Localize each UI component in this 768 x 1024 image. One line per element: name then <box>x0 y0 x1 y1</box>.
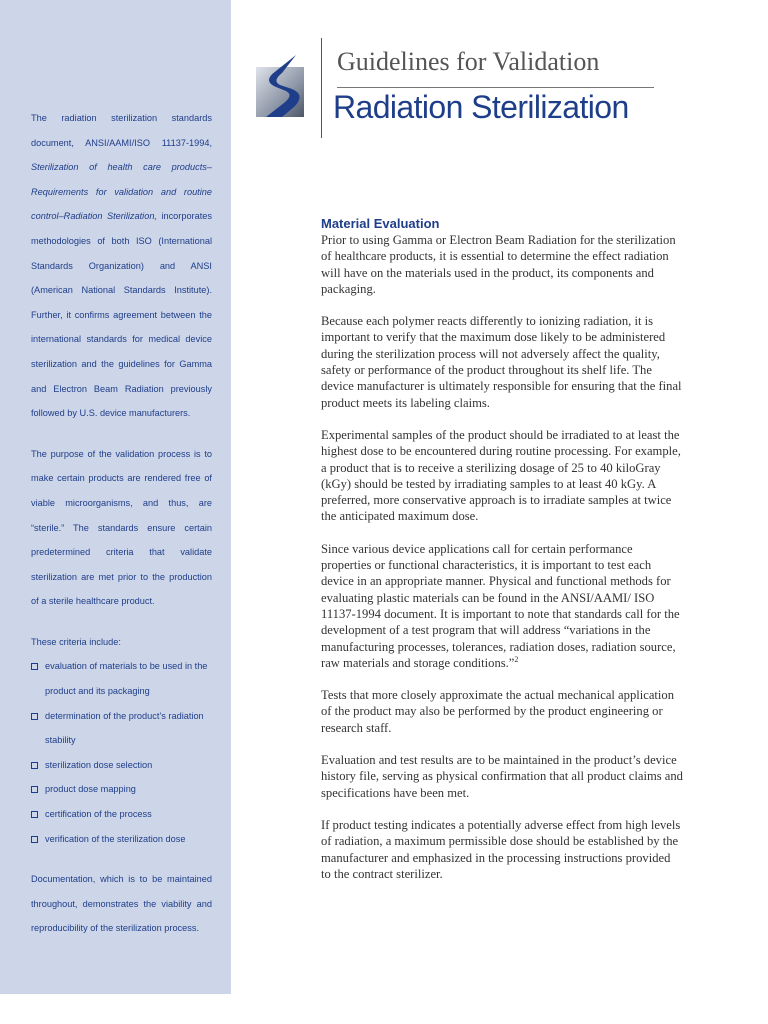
checkbox-square-icon <box>31 663 38 670</box>
list-item: product dose mapping <box>31 777 212 802</box>
criteria-list <box>31 654 212 851</box>
header-subtitle: Guidelines for Validation <box>337 47 600 76</box>
sidebar <box>0 0 231 994</box>
paragraph: Experimental samples of the product should be irradiated to at least the highest dose to be encountered during routine processing. For example, a product that is to receive a sterilizing dosage of 25 to 40 kiloGray (kGy) should be tested by irradiating samples to at least 40 kGy. A preferred, more conservative approach is to irradiate samples at twice the anticipated maximum dose. <box>321 427 681 524</box>
list-item: certification of the process <box>31 802 212 827</box>
paragraph: Since various device applications call for certain performance properties or functional characteristics, it is important to test each device in an appropriate manner. Physical and functional methods for evaluating plastic materials can be found in the ANSI/AAMI/ ISO 11137-1994 document. It is important to note that standards call for the development of a test program that will address “variations in the manufacturing processes, tolerances, radiation doses, radiation source, raw materials and storage conditions.”$^2$ <box>321 541 680 670</box>
sidebar-purpose: The purpose of the validation process is to make certain products are rendered free of viable microorganisms, and thus, are “sterile.” The standards ensure certain predetermined criteria that validate sterilization are met prior to the production of a sterile healthcare product. <box>31 448 212 607</box>
paragraph: Prior to using Gamma or Electron Beam Radiation for the sterilization of healthcare products, it is essential to determine the effect radiation will have on the materials used in the product, its components and packaging. <box>321 233 676 296</box>
sidebar-content <box>31 106 212 941</box>
paragraph: Because each polymer reacts differently to ionizing radiation, it is important to verify that the maximum dose likely to be administered during the sterilization process will not adversely affect the quality, safety or performance of the product throughout its shelf life. The device manufacturer is ultimately responsible for ensuring that the final product meets its labeling claims. <box>321 314 682 410</box>
footnote-mark: 2 <box>514 654 519 664</box>
standard-title: Sterilization of health care products–Requirements for validation and routine control–Radiation Sterilization, <box>31 162 212 222</box>
paragraph: If product testing indicates a potentially adverse effect from high levels of radiation, a maximum permissible dose should be established by the manufacturer and emphasized in the processing instructions provided to the contract sterilizer. <box>321 817 681 881</box>
list-item: verification of the sterilization dose <box>31 827 212 852</box>
checkbox-square-icon <box>31 786 38 793</box>
main-content <box>321 216 683 898</box>
list-item: sterilization dose selection <box>31 753 212 778</box>
page-title: Radiation Sterilization <box>333 89 629 125</box>
checkbox-square-icon <box>31 762 38 769</box>
section-heading: Material Evaluation <box>321 216 440 231</box>
checkbox-square-icon <box>31 811 38 818</box>
s-logo-icon <box>256 55 304 117</box>
checkbox-square-icon <box>31 713 38 720</box>
title-divider-horizontal <box>337 87 654 88</box>
checkbox-square-icon <box>31 836 38 843</box>
paragraph: Evaluation and test results are to be maintained in the product’s device history file, serving as physical confirmation that all product claims and specifications have been met. <box>321 753 683 800</box>
criteria-intro: These criteria include: <box>31 636 121 647</box>
sidebar-documentation: Documentation, which is to be maintained throughout, demonstrates the viability and reproducibility of the sterilization process. <box>31 874 212 934</box>
paragraph: Tests that more closely approximate the actual mechanical application of the product may also be performed by the product engineering or research staff. <box>321 688 675 735</box>
sidebar-intro: The radiation sterilization standards document, ANSI/AAMI/ISO 11137-1994, Sterilization of health care products–Requirements for validation and routine control–Radiation Sterilization, incorporates methodologies of both ISO (International Standards Organization) and ANSI (American National Standards Institute). Further, it confirms agreement between the international standards for medical device sterilization and the guidelines for Gamma and Electron Beam Radiation previously followed by U.S. device manufacturers. <box>31 113 212 419</box>
title-divider-vertical <box>321 38 322 138</box>
list-item: evaluation of materials to be used in the product and its packaging <box>31 654 212 703</box>
list-item: determination of the product’s radiation stability <box>31 704 212 753</box>
